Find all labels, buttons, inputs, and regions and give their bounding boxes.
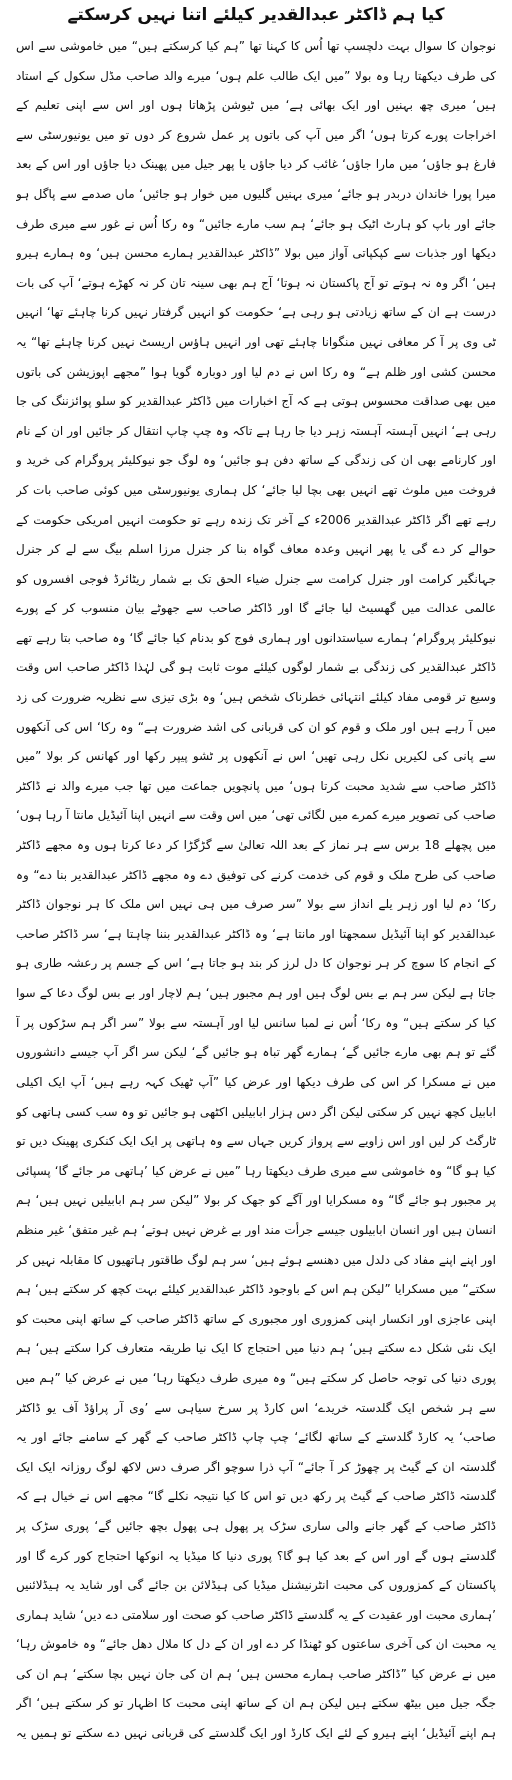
article-headline: کیا ہم ڈاکٹر عبدالقدیر کیلئے اتنا نہیں کرسکتے bbox=[67, 5, 445, 25]
article-paragraph-2: میں نے مسکرا کر اس کی طرف دیکھا اور عرض کیا ”آپ ٹھیک کہہ رہے ہیں‘ آپ ایک اکیلی ابابیل کچھ نہیں کر سکتی لیکن اگر دس ہزار ابابیلیں اکٹھی ہو جائیں تو وہ سب کسی ہاتھی کو ٹارگٹ کر لیں اور اس زاویے سے پرواز کریں جہاں سے وہ ہاتھی پر ایک ایک کنکری پھینک دیں تو کیا ہو گا“ وہ خاموشی سے میری طرف دیکھتا رہا ”میں نے عرض کیا ’ہاتھی مر جائے گا‘ پسپائی پر مجبور ہو جائے گا“ وہ مسکرایا اور آگے کو جھک کر بولا ”لیکن سر ہم ابابیلیں نہیں ہیں‘ ہم انسان ہیں اور انسان ابابیلوں جیسے جرأت مند اور بے غرض نہیں ہوتے‘ ہم غیر متفق‘ غیر منظم اور اپنے اپنے مفاد کی دلدل میں دھنسے ہوئے ہیں‘ سر ہم لوگ طاقتور ہاتھیوں کا مقابلہ نہیں کر سکتے“ میں مسکرایا ”لیکن ہم اس کے باوجود ڈاکٹر عبدالقدیر کیلئے بہت کچھ کر سکتے ہیں‘ ہم اپنی عاجزی اور انکسار اپنی کمزوری اور مجبوری کے ساتھ ڈاکٹر صاحب کے ساتھ اپنی محبت کو ایک نئی شکل دے سکتے ہیں‘ ہم دنیا میں احتجاج کا ایک نیا طریقہ متعارف کرا سکتے ہیں‘ ہم پوری دنیا کی توجہ حاصل کر سکتے ہیں“ وہ میری طرف دیکھتا رہا‘ میں نے عرض کیا ”ہم میں سے ہر شخص ایک گلدستہ خریدے‘ اس کارڈ پر سرخ سیاہی سے ’وی آر پراؤڈ آف یو ڈاکٹر صاحب‘ یہ کارڈ گلدستے کے ساتھ لگائے‘ چپ چاپ ڈاکٹر صاحب کے گھر کے سامنے جائے اور یہ گلدستہ ان کے گیٹ پر چھوڑ کر آ جائے“ آپ ذرا سوچو اگر صرف دس لاکھ لوگ روزانہ ایک ایک گلدستہ ڈاکٹر صاحب کے گیٹ پر رکھ دیں تو اس کا کیا نتیجہ نکلے گا“ مجھے اس نے خیال ہے کہ ڈاکٹر صاحب کے گھر جانے والی ساری سڑک پر پھول ہی پھول بچھ جائیں گے‘ پوری سڑک پر گلدستے ہوں گے اور اس کے بعد کیا ہو گا؟ پوری دنیا کا میڈیا یہ انوکھا احتجاج کور کرے گا اور پاکستان کے کمزوروں کی محبت انٹرنیشنل میڈیا کی ہیڈلائن بن جائے گی اور شاید یہ ہیڈلائنیں ’ہماری محبت اور عقیدت کے یہ گلدستے ڈاکٹر صاحب کو صحت اور سلامتی دے دیں‘ شاید ہماری یہ محبت ان کی آخری ساعتوں کو ٹھنڈا کر دے اور ان کے دل کا ملال دھل جائے“ وہ خاموش رہا‘ میں نے عرض کیا ”ڈاکٹر صاحب ہمارے محسن ہیں‘ ہم ان کی جان نہیں بچا سکتے‘ ہم ان کی جگہ جیل میں بیٹھ سکتے ہیں لیکن ہم ان کے ساتھ اپنی محبت کا اظہار تو کر سکتے ہیں‘ اگر ہم اپنے آئیڈیل‘ اپنے ہیرو کے لئے ایک کارڈ اور ایک گلدستے کی قربانی نہیں دے سکتے تو ہمیں یہ bbox=[16, 1075, 496, 1741]
article-paragraph-1: نوجوان کا سوال بہت دلچسپ تھا اُس کا کہنا تھا ”ہم کیا کرسکتے ہیں“ میں خاموشی سے اس کی طرف دیکھتا رہا وہ بولا ”میں ایک طالب علم ہوں‘ میرے والد صاحب مڈل سکول کے استاد ہیں‘ میری چھ بہنیں اور ایک بھائی ہے‘ میں ٹیوشن پڑھاتا ہوں اور اس سے اپنی تعلیم کے اخراجات پورے کرتا ہوں‘ اگر میں آپ کی باتوں پر عمل شروع کر دوں تو میں یونیورسٹی سے فارغ ہو جاؤں‘ میں مارا جاؤں‘ غائب کر دیا جاؤں یا پھر جیل میں پھینک دیا جاؤں اور اس کے بعد میرا پورا خاندان دربدر ہو جائے‘ میری بہنیں گلیوں میں خوار ہو جائیں‘ ماں صدمے سے پاگل ہو جائے اور باپ کو ہارٹ اٹیک ہو جائے‘ ہم سب مارے جائیں“ وہ رکا اُس نے غور سے میری طرف دیکھا اور جذبات سے کپکپاتی آواز میں بولا ”ڈاکٹر عبدالقدیر ہمارے محسن ہیں‘ وہ ہمارے ہیرو ہیں‘ اگر وہ نہ ہوتے تو آج پاکستان نہ ہوتا‘ آج ہم بھی سینہ تان کر نہ کھڑے ہوتے‘ آپ کی بات درست ہے ان کے ساتھ زیادتی ہو رہی ہے‘ حکومت کو انہیں گرفتار نہیں کرنا چاہئے تھا‘ انہیں ٹی وی پر آ کر معافی نہیں منگوانا چاہئے تھی اور انہیں ہاؤس اریسٹ نہیں کرنا چاہئے تھا“ یہ محسن کشی اور ظلم ہے“ وہ رکا اس نے دم لیا اور دوبارہ گویا ہوا ”مجھے اپوزیشن کی باتوں میں بھی صداقت محسوس ہوتی ہے کہ آج اخبارات میں ڈاکٹر عبدالقدیر کو سلو پوائزننگ کی جا رہی ہے‘ انہیں آہستہ آہستہ زہر دیا جا رہا ہے تاکہ وہ چپ چاپ انتقال کر جائیں اور ان کے نام اور کارنامے بھی ان کی زندگی کے ساتھ دفن ہو جائیں‘ وہ لوگ جو نیوکلیئر پروگرام کی خرید و فروخت میں ملوث تھے انہیں بھی بچا لیا جائے‘ کل ہماری یونیورسٹی میں کوئی صاحب بات کر رہے تھے اگر ڈاکٹر عبدالقدیر 2006ء کے آخر تک زندہ رہے تو حکومت انہیں امریکی حکومت کے حوالے کر دے گی یا پھر انہیں وعدہ معاف گواہ بنا کر جنرل مرزا اسلم بیگ سے لے کر جنرل جہانگیر کرامت اور جنرل کرامت سے جنرل ضیاء الحق تک بے شمار ریٹائرڈ فوجی افسروں کو عالمی عدالت میں گھسیٹ لیا جائے گا اور ڈاکٹر صاحب سے جھوٹے بیان منسوب کر کے پورے نیوکلیئر پروگرام‘ ہمارے سیاستدانوں اور ہماری فوج کو بدنام کیا جائے گا‘ وہ صاحب بتا رہے تھے ڈاکٹر عبدالقدیر کی زندگی بے شمار لوگوں کیلئے موت ثابت ہو گی لہٰذا ڈاکٹر صاحب اس وقت وسیع تر قومی مفاد کیلئے انتہائی خطرناک شخص ہیں‘ وہ بڑی تیزی سے نظریہ ضرورت کی زد میں آ رہے ہیں اور ملک و قوم کو ان کی قربانی کی اشد ضرورت ہے“ وہ رکا‘ اس کی آنکھوں سے پانی کی لکیریں نکل رہی تھیں‘ اس نے آنکھوں پر ٹشو پیپر رکھا اور کھانس کر بولا ”میں ڈاکٹر صاحب سے شدید محبت کرتا ہوں‘ میں پانچویں جماعت میں تھا جب میرے والد نے ڈاکٹر صاحب کی تصویر میرے کمرے میں لگائی تھی‘ میں اس وقت سے انہیں اپنا آئیڈیل مانتا آ رہا ہوں‘ میں پچھلے 18 برس سے ہر نماز کے بعد اللہ تعالیٰ سے گڑگڑا کر دعا کرتا ہوں وہ مجھے ڈاکٹر صاحب کی طرح ملک و قوم کی خدمت کرنے کی توفیق دے وہ مجھے ڈاکٹر عبدالقدیر بنا دے“ وہ رکا‘ دم لیا اور زہر یلے انداز سے بولا ”سر صرف میں ہی نہیں اس ملک کا ہر نوجوان ڈاکٹر عبدالقدیر کو اپنا آئیڈیل سمجھتا اور مانتا ہے‘ وہ ڈاکٹر عبدالقدیر بننا چاہتا ہے‘ سر ڈاکٹر صاحب کے انجام کا سوچ کر ہر نوجوان کا دل لرز کر بند ہو جاتا ہے‘ اس کے جسم پر رعشہ طاری ہو جاتا ہے لیکن سر ہم بے بس لوگ ہیں اور ہم مجبور ہیں‘ ہم لاچار اور بے بس لوگ دعا کے سوا کیا کر سکتے ہیں“ وہ رکا‘ اُس نے لمبا سانس لیا اور آہستہ سے بولا ”سر اگر ہم سڑکوں پر آ گئے تو ہم بھی مارے جائیں گے‘ ہمارے گھر تباہ ہو جائیں گے‘ لیکن سر اگر آپ جیسے دانشوروں bbox=[16, 39, 496, 1060]
article-body bbox=[16, 32, 496, 1749]
